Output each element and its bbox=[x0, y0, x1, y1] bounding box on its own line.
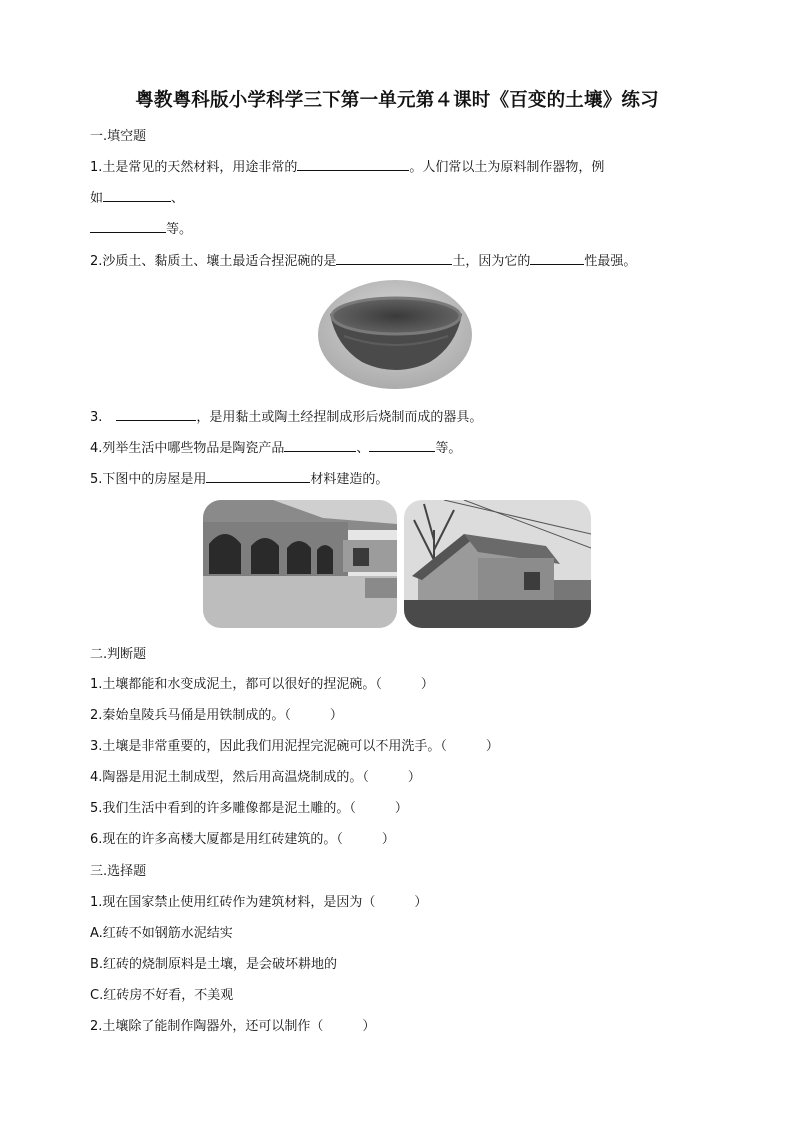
choice-option-c[interactable]: C.红砖房不好看，不美观 bbox=[90, 988, 234, 1003]
q4-text-b: 、 bbox=[356, 441, 370, 456]
answer-blank[interactable] bbox=[369, 438, 435, 452]
judgment-item: 2.秦始皇陵兵马俑是用铁制成的。（ ） bbox=[90, 708, 343, 723]
judgment-item: 4.陶器是用泥土制成型，然后用高温烧制成的。（ ） bbox=[90, 770, 421, 785]
question-2 bbox=[90, 251, 636, 270]
choice-option-b[interactable]: B.红砖的烧制原料是土壤，是会破坏耕地的 bbox=[90, 957, 338, 972]
answer-blank[interactable] bbox=[90, 219, 166, 233]
mud-house-photo bbox=[404, 500, 591, 628]
answer-blank[interactable] bbox=[284, 438, 356, 452]
judgment-item: 6.现在的许多高楼大厦都是用红砖建筑的。（ ） bbox=[90, 832, 395, 847]
choice-question-2: 2.土壤除了能制作陶器外，还可以制作（ ） bbox=[90, 1019, 376, 1034]
question-5 bbox=[90, 469, 388, 488]
q1-text-c: 如 bbox=[90, 191, 104, 206]
clay-bowl-image bbox=[318, 280, 472, 389]
q1-text-a: 1.土是常见的天然材料，用途非常的 bbox=[90, 160, 298, 175]
q4-text-c: 等。 bbox=[435, 441, 462, 456]
question-1-line-3 bbox=[90, 219, 192, 238]
judgment-item: 1.土壤都能和水变成泥土，都可以很好的捏泥碗。（ ） bbox=[90, 677, 434, 692]
q2-text-c: 性最强。 bbox=[584, 254, 637, 269]
section-heading-multiple-choice: 三.选择题 bbox=[90, 864, 147, 879]
cave-dwelling-photo bbox=[203, 500, 397, 628]
answer-blank[interactable] bbox=[530, 251, 584, 265]
choice-question-1: 1.现在国家禁止使用红砖作为建筑材料，是因为（ ） bbox=[90, 895, 428, 910]
answer-blank[interactable] bbox=[116, 407, 196, 421]
q4-text-a: 4.列举生活中哪些物品是陶瓷产品 bbox=[90, 441, 285, 456]
q1-text-e: 等。 bbox=[166, 222, 193, 237]
choice-option-a[interactable]: A.红砖不如钢筋水泥结实 bbox=[90, 926, 233, 941]
question-3 bbox=[90, 407, 482, 426]
q1-text-d: 、 bbox=[171, 191, 185, 206]
question-4 bbox=[90, 438, 461, 457]
answer-blank[interactable] bbox=[336, 251, 452, 265]
q5-text-b: 材料建造的。 bbox=[310, 472, 389, 487]
section-heading-true-false: 二.判断题 bbox=[90, 647, 147, 662]
q2-text-a: 2.沙质土、黏质土、壤土最适合捏泥碗的是 bbox=[90, 254, 337, 269]
answer-blank[interactable] bbox=[206, 469, 310, 483]
answer-blank[interactable] bbox=[103, 188, 171, 202]
q1-text-b: 。人们常以土为原料制作器物，例 bbox=[409, 160, 605, 175]
q3-text-b: ，是用黏土或陶土经捏制成形后烧制而成的器具。 bbox=[196, 410, 483, 425]
answer-blank[interactable] bbox=[297, 157, 409, 171]
judgment-item: 5.我们生活中看到的许多雕像都是泥土雕的。（ ） bbox=[90, 801, 408, 816]
section-heading-fill-in: 一.填空题 bbox=[90, 129, 147, 144]
question-1-line-1 bbox=[90, 157, 604, 176]
question-1-line-2 bbox=[90, 188, 184, 207]
q5-text-a: 5.下图中的房屋是用 bbox=[90, 472, 207, 487]
q3-text-a: 3. bbox=[90, 410, 103, 425]
judgment-item: 3.土壤是非常重要的，因此我们用泥捏完泥碗可以不用洗手。（ ） bbox=[90, 739, 499, 754]
q2-text-b: 土，因为它的 bbox=[452, 254, 531, 269]
document-title: 粤教粤科版小学科学三下第一单元第４课时《百变的土壤》练习 bbox=[135, 90, 659, 111]
